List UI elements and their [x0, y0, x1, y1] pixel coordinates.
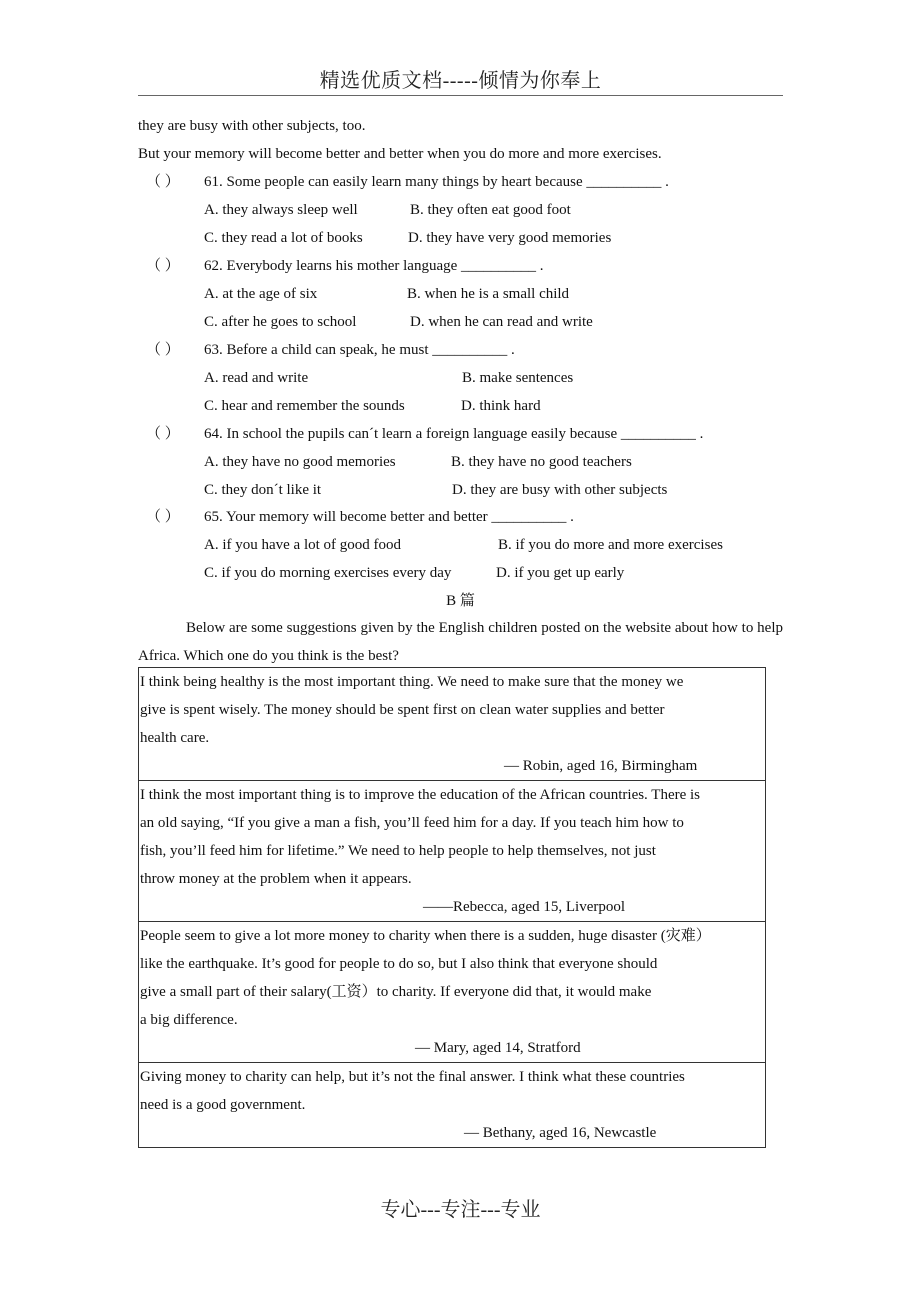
question-63-stem: 63. Before a child can speak, he must __________ .: [204, 342, 515, 358]
intro-line-1: they are busy with other subjects, too.: [138, 118, 366, 134]
question-63-option-d: D. think hard: [461, 398, 541, 414]
question-63-option-a: A. read and write: [204, 370, 309, 386]
question-62-option-d: D. when he can read and write: [410, 314, 593, 330]
answer-blank-65[interactable]: （ ）: [146, 509, 180, 525]
question-65-option-b: B. if you do more and more exercises: [498, 537, 723, 553]
page-footer: 专心---专注---专业: [380, 1199, 541, 1221]
suggestion-line: need is a good government.: [140, 1097, 306, 1113]
suggestion-line: fish, you’ll feed him for lifetime.” We need to help people to help themselves, not just: [140, 843, 656, 859]
question-64-option-a: A. they have no good memories: [204, 454, 396, 470]
question-65-option-d: D. if you get up early: [496, 565, 625, 581]
question-62-option-b: B. when he is a small child: [407, 286, 570, 302]
suggestion-line: I think being healthy is the most important thing. We need to make sure that the money we: [140, 674, 684, 690]
question-62-option-a: A. at the age of six: [204, 286, 318, 302]
suggestion-signature: — Mary, aged 14, Stratford: [415, 1040, 581, 1056]
question-63-option-b: B. make sentences: [462, 370, 574, 386]
answer-blank-64[interactable]: （ ）: [146, 426, 180, 442]
suggestion-line: I think the most important thing is to improve the education of the African countries. There is: [140, 787, 701, 803]
suggestion-line: health care.: [140, 730, 210, 746]
question-61-option-a: A. they always sleep well: [204, 202, 358, 218]
question-65-stem: 65. Your memory will become better and better __________ .: [204, 509, 574, 525]
answer-blank-61[interactable]: （ ）: [146, 174, 180, 190]
suggestion-row-rebecca: [139, 781, 766, 922]
suggestion-signature: — Robin, aged 16, Birmingham: [504, 758, 698, 774]
question-61-stem: 61. Some people can easily learn many things by heart because __________ .: [204, 174, 669, 190]
question-62-stem: 62. Everybody learns his mother language __________ .: [204, 258, 544, 274]
question-64-stem: 64. In school the pupils can´t learn a foreign language easily because __________ .: [204, 426, 704, 442]
answer-blank-62[interactable]: （ ）: [146, 258, 180, 274]
suggestion-line: People seem to give a lot more money to charity when there is a sudden, huge disaster (灾难）: [140, 928, 711, 944]
answer-blank-63[interactable]: （ ）: [146, 342, 180, 358]
suggestion-line: give a small part of their salary(工资）to charity. If everyone did that, it would make: [140, 984, 652, 1000]
question-61-option-c: C. they read a lot of books: [204, 230, 363, 246]
question-65-option-c: C. if you do morning exercises every day: [204, 565, 452, 581]
suggestion-line: an old saying, “If you give a man a fish, you’ll feed him for a day. If you teach him how to: [140, 815, 684, 831]
suggestion-line: throw money at the problem when it appears.: [140, 871, 412, 887]
suggestion-line: give is spent wisely. The money should be spent first on clean water supplies and better: [140, 702, 665, 718]
suggestion-line: like the earthquake. It’s good for people to do so, but I also think that everyone should: [140, 956, 658, 972]
question-61-option-d: D. they have very good memories: [408, 230, 612, 246]
suggestions-table: [138, 667, 766, 1148]
question-62-option-c: C. after he goes to school: [204, 314, 357, 330]
question-61-option-b: B. they often eat good foot: [410, 202, 571, 218]
section-b-title: B 篇: [446, 593, 475, 609]
question-65-option-a: A. if you have a lot of good food: [204, 537, 402, 553]
section-b-intro: Below are some suggestions given by the English children posted on the website about how to help Africa. Which one do you think is the best?: [138, 620, 783, 664]
suggestion-row-robin: [139, 668, 766, 781]
suggestion-row-bethany: [139, 1063, 766, 1148]
suggestion-line: Giving money to charity can help, but it’s not the final answer. I think what these countries: [140, 1069, 685, 1085]
suggestion-signature: — Bethany, aged 16, Newcastle: [464, 1125, 657, 1141]
question-63-option-c: C. hear and remember the sounds: [204, 398, 405, 414]
suggestion-signature: ——Rebecca, aged 15, Liverpool: [423, 899, 626, 915]
header-divider: [138, 95, 783, 96]
question-64-option-b: B. they have no good teachers: [451, 454, 632, 470]
page-header: 精选优质文档-----倾情为你奉上: [319, 70, 602, 92]
suggestion-line: a big difference.: [140, 1012, 238, 1028]
intro-line-2: But your memory will become better and better when you do more and more exercises.: [138, 146, 662, 162]
question-64-option-d: D. they are busy with other subjects: [452, 482, 668, 498]
question-64-option-c: C. they don´t like it: [204, 482, 322, 498]
suggestion-row-mary: [139, 922, 766, 1063]
